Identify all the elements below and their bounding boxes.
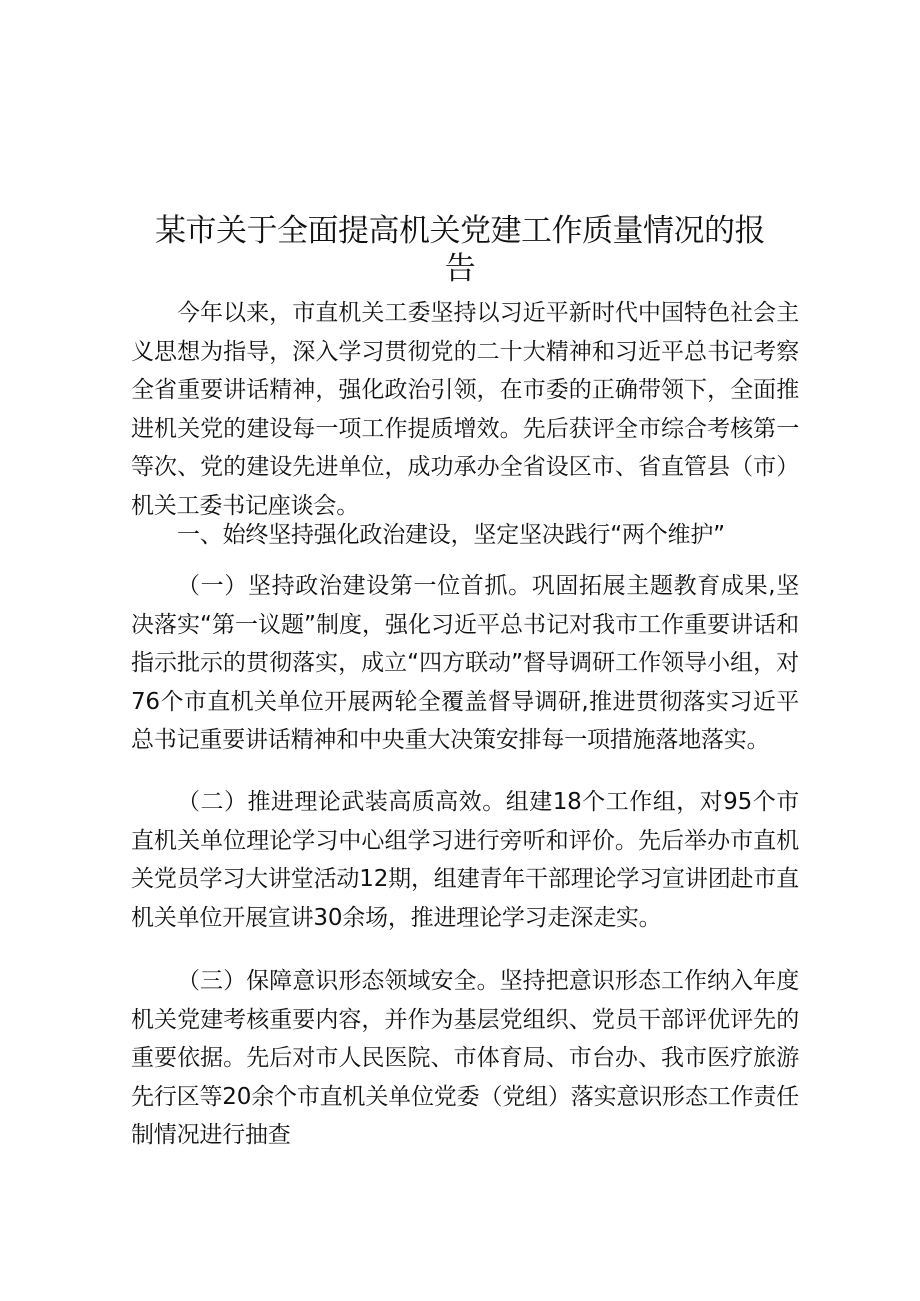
- document-title: 某市关于全面提高机关党建工作质量情况的报告: [155, 213, 765, 287]
- subsection-1-paragraph: （一）坚持政治建设第一位首抓。巩固拓展主题教育成果,坚决落实“第一议题”制度，强化习近平总书记对我市工作重要讲话和指示批示的贯彻落实，成立“四方联动”督导调研工作领导小组，对76个市直机关单位开展两轮全覆盖督导调研,推进贯彻落实习近平总书记重要讲话精神和中央重大决策安排每一项措施落地落实。: [131, 573, 799, 754]
- subsection-3-paragraph: （三）保障意识形态领域安全。坚持把意识形态工作纳入年度机关党建考核重要内容，并作为基层党组织、党员干部评优评先的重要依据。先后对市人民医院、市体育局、市台办、我市医疗旅游先行区等20余个市直机关单位党委（党组）落实意识形态工作责任制情况进行抽查: [131, 968, 799, 1149]
- intro-paragraph: 今年以来，市直机关工委坚持以习近平新时代中国特色社会主义思想为指导，深入学习贯彻党的二十大精神和习近平总书记考察全省重要讲话精神，强化政治引领，在市委的正确带领下，全面推进机关党的建设每一项工作提质增效。先后获评全市综合考核第一等次、党的建设先进单位，成功承办全省设区市、省直管县（市）机关工委书记座谈会。: [131, 300, 799, 519]
- section-heading-1: 一、始终坚持强化政治建设，坚定坚决践行“两个维护”: [177, 522, 725, 548]
- subsection-2-paragraph: （二）推进理论武装高质高效。组建18个工作组，对95个市直机关单位理论学习中心组学习进行旁听和评价。先后举办市直机关党员学习大讲堂活动12期，组建青年干部理论学习宣讲团赴市直机关单位开展宣讲30余场，推进理论学习走深走实。: [131, 789, 799, 931]
